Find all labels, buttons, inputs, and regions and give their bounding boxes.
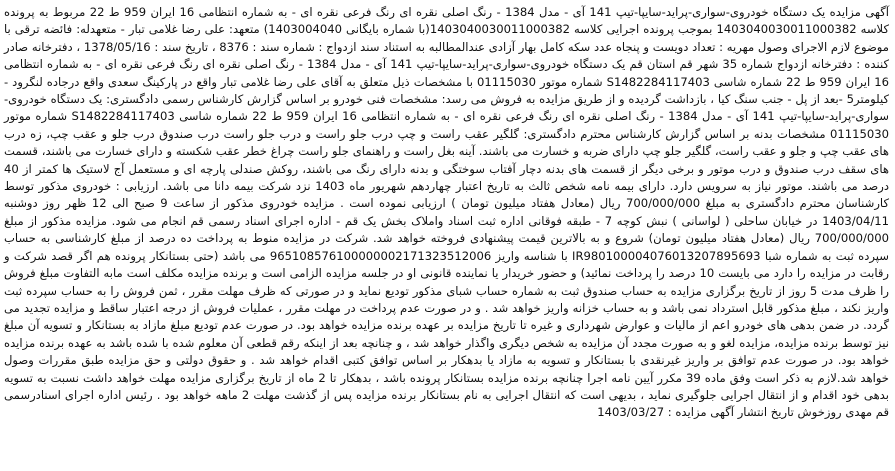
auction-notice-text: آگهی مزایده یک دستگاه خودروی-سواری-پراید-سایپا-تیپ 141 آی - مدل 1384 - رنگ اصلی نقره ای رنگ فرعی نقره ای - به شماره انتظامی 16 ایران 959 ط 22 مربوط به پرونده کلاسه 1403040030011000382 بموجب پرونده اجرایی کلاسه 1403040030011000382(با شماره بایگانی 1403004040) متعهد: علی رضا غلامی تبار - متعهدله: فائضه ترقی با موضوع لازم الاجرای وصول مهریه : تعداد دویست و پنجاه عدد سکه کامل بهار آزادی عندالمطالبه به استناد سند ازدواج : شماره سند : 8376 ، تاریخ سند : 1378/05/16 ، دفترخانه صادر کننده : دفترخانه ازدواج شماره 35 شهر قم استان قم یک دستگاه خودروی-سواری-پراید-سایپا-تیپ 141 آی - مدل 1384 - رنگ اصلی نقره ای رنگ فرعی نقره ای - به شماره انتظامی 16 ایران 959 ط 22 شماره شاسی S1482284117403 شماره موتور 01115030 با مشخصات ذیل متعلق به آقای علی رضا غلامی تبار واقع در پارکینگ سعدی واقع درجاده لنگرود - کیلومتر5 -بعد از پل - جنب سنگ کیا ، بازداشت گردیده و از طریق مزایده به فروش می رسد: مشخصات فنی خودرو بر اساس گزارش کارشناس رسمی دادگستری: یک دستگاه خودروی-سواری-پراید-سایپا-تیپ 141 آی - مدل 1384 - رنگ اصلی نقره ای رنگ فرعی نقره ای - به شماره انتظامی 16 ایران 959 ط 22 شماره شاسی S1482284117403 شماره موتور 01115030 مشخصات بدنه بر اساس گزارش کارشناس محترم دادگستری: گلگیر عقب راست و چپ درب جلو راست و درب جلو راست درب صندوق درب جلو و عقب چپ، زه درب های عقب چپ و جلو و عقب راست، گلگیر جلو چپ دارای ضربه و خسارت می باشند. آینه بغل راست و راهنمای جلو راست چراغ خطر عقب شکسته و دارای خسارت می باشند، قسمت های سقف درب صندوق و درب موتور و برخی دیگر از قسمت های بدنه دچار آفتاب سوختگی و بدنه دارای رنگ می باشند، روکش صندلی پارچه ای و مستعمل آج لاستیک ها کمتر از 40 درصد می باشند. موتور نیاز به سرویس دارد. دارای بیمه نامه شخص ثالث به تاریخ اعتبار چهاردهم شهریور ماه 1403 نزد شرکت بیمه دانا می باشد. ارزیابی : خودروی مذکور توسط کارشناسان محترم دادگستری به مبلغ 700/000/000 ریال (معادل هفتاد میلیون تومان ) ارزیابی نموده است . مزایده خودروی مذکور از ساعت 9 صبح الی 12 ظهر روز دوشنبه 1403/04/11 در خیابان ساحلی ( لواسانی ) نبش کوچه 7 - طبقه فوقانی اداره ثبت اسناد واملاک بخش یک قم - اداره اجرای اسناد رسمی قم انجام می شود. مزایده مذکور از مبلغ 700/000/000 ریال (معادل هفتاد میلیون تومان) شروع و به بالاترین قیمت پیشنهادی فروخته خواهد شد. شرکت در مزایده منوط به پرداخت ده درصد از مبلغ کارشناسی به حساب سپرده ثبت به شماره شبا IR980100004076013207895693 با شناسه واریز 965108576100000002171323512006 می باشد (حتی بستانکار پرونده هم اگر قصد شرکت و رقابت در مزایده را دارد می بایست 10 درصد را پرداخت نمائید) و حضور خریدار یا نماینده قانونی او در جلسه مزایده الزامی است و برنده مزایده مکلف است مابه التفاوت مبلغ فروش را ظرف مدت 5 روز از تاریخ برگزاری مزایده به حساب صندوق ثبت به شماره حساب شبای مذکور تودیع نماید و در صورتی که ظرف مهلت مقرر ، ثمن فروش را به حساب سپرده ثبت واریز نکند ، مبلغ مذکور قابل استرداد نمی باشد و به حساب خزانه واریز خواهد شد . و در صورت عدم پرداخت در مهلت مقرر ، عملیات فروش از درجه اعتبار ساقط و مزایده تجدید می گردد. در ضمن بدهی های خودرو اعم از مالیات و عوارض شهرداری و غیره تا تاریخ مزایده بر عهده برنده مزایده خواهد بود. در صورت عدم تودیع مبلغ مازاد به بستانکار و تسویه آن مبلغ نیز توسط برنده مزایده، مزایده لغو و به صورت مجدد آن مزایده به شخص دیگری واگذار خواهد شد ، و چنانچه بعد از اینکه رقم قطعی آن معلوم شده با شده باشد به عهده برنده مزایده خواهد بود. در صورت عدم توافق بر واریز غیرنقدی با بستانکار و تسویه به مازاد یا بدهکار بر اساس توافق کتبی اقدام خواهد شد . و حقوق دولتی و حق مزایده طبق مقررات وصول خواهد شد.لازم به ذکر است وفق ماده 39 مکرر آیین نامه اجرا چنانچه برنده مزایده بستانکار پرونده باشد ، بدهکار تا 2 ماه از تاریخ برگزاری مزایده مهلت خواهد داشت نسبت به تسویه بدهی خود اقدام و از انتقال اجرایی جلوگیری نماید ، بدیهی است که انتقال اجرایی به نام بستانکار برنده مزایده پس از گذشت مهلت 2 ماهه خواهد بود . رئیس اداره اجرای اسنادرسمی قم مهدی روزخوش تاریخ انتشار آگهی مزایده : 1403/03/27: [4, 5, 890, 420]
